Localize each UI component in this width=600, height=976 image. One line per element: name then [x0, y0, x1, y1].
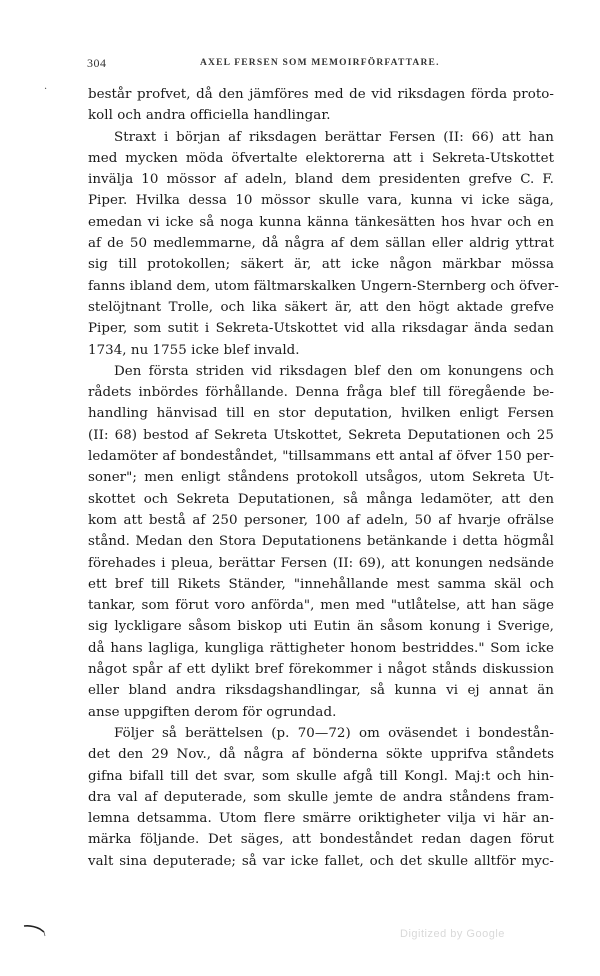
- running-head: AXEL FERSEN SOM MEMOIRFÖRFATTARE.: [200, 58, 440, 68]
- body-text: [88, 84, 559, 872]
- text-line: Den första striden vid riksdagen blef den om konungens och: [114, 363, 554, 379]
- text-line: märka följande. Det säges, att bondeståndet redan dagen förut: [88, 832, 554, 848]
- text-line: anse uppgiften derom för ogrundad.: [88, 704, 337, 720]
- text-line: (II: 68) bestod af Sekreta Utskottet, Sekreta Deputationen och 25: [88, 427, 554, 443]
- text-line: eller bland andra riksdagshandlingar, så kunna vi ej annat än: [88, 683, 554, 699]
- text-line: tankar, som förut voro anförda", men med "utlåtelse, att han säge: [88, 598, 554, 614]
- text-line: lemna detsamma. Utom flere smärre oriktigheter vilja vi här an-: [88, 811, 554, 827]
- text-line: Piper, som sutit i Sekreta-Utskottet vid alla riksdagar ända sedan: [88, 321, 554, 337]
- text-line: det den 29 Nov., då några af bönderna sökte upprifva ståndets: [88, 747, 554, 763]
- text-line: stånd. Medan den Stora Deputationens betänkande i detta högmål: [88, 534, 554, 550]
- text-line: soner"; men enligt ståndens protokoll utsågos, utom Sekreta Ut-: [88, 470, 554, 486]
- text-line: valt sina deputerade; så var icke fallet, och det skulle alltför myc-: [88, 853, 554, 869]
- text-line: Följer så berättelsen (p. 70—72) om oväsendet i bondestån-: [114, 725, 554, 741]
- text-line: sig till protokollen; säkert är, att icke någon märkbar mössa: [88, 257, 554, 273]
- text-line: sig lyckligare såsom biskop uti Eutin än såsom konung i Sverige,: [88, 619, 554, 635]
- text-line: kom att bestå af 250 personer, 100 af adeln, 50 af hvarje ofrälse: [88, 512, 554, 528]
- text-line: skottet och Sekreta Deputationen, så många ledamöter, att den: [88, 491, 554, 507]
- text-line: ett bref till Rikets Ständer, "innehållande mest samma skäl och: [88, 576, 554, 592]
- text-line: fanns ibland dem, utom fältmarskalken Ungern-Sternberg och öfver-: [88, 278, 559, 294]
- text-line: förehades i pleua, berättar Fersen (II: 69), att konungen nedsände: [88, 555, 554, 571]
- text-line: koll och andra officiella handlingar.: [88, 108, 331, 124]
- text-line: något spår af ett dylikt bref förekommer i något stånds diskussion: [88, 662, 554, 678]
- margin-pen-stroke-icon: [22, 922, 52, 938]
- page-number: 304: [87, 56, 107, 70]
- text-line: stelöjtnant Trolle, och lika säkert är, att den högt aktade grefve: [88, 299, 554, 315]
- text-line: rådets inbördes förhållande. Denna fråga blef till föregående be-: [88, 385, 554, 401]
- text-line: Straxt i början af riksdagen berättar Fersen (II: 66) att han: [114, 129, 554, 145]
- text-line: med mycken möda öfvertalte elektorerna att i Sekreta-Utskottet: [88, 150, 554, 166]
- text-line: handling hänvisad till en stor deputation, hvilken enligt Fersen: [88, 406, 554, 422]
- text-line: af de 50 medlemmarne, då några af dem sällan eller aldrig yttrat: [88, 236, 554, 252]
- text-line: ledamöter af bondeståndet, "tillsammans ett antal af öfver 150 per-: [88, 449, 554, 465]
- text-line: 1734, nu 1755 icke blef invald.: [88, 342, 300, 358]
- text-line: gifna bifall till det svar, som skulle afgå till Kongl. Maj:t och hin-: [88, 768, 554, 784]
- text-line: invälja 10 mössor af adeln, bland dem presidenten grefve C. F.: [88, 172, 554, 188]
- text-line: Piper. Hvilka dessa 10 mössor skulle vara, kunna vi icke säga,: [88, 193, 554, 209]
- text-line: består profvet, då den jämföres med de vid riksdagen förda proto-: [88, 87, 554, 102]
- watermark: Digitized by Google: [400, 928, 505, 940]
- text-line: dra val af deputerade, som skulle jemte de andra ståndens fram-: [88, 789, 554, 805]
- text-line: då hans lagliga, kungliga rättigheter honom bestriddes." Som icke: [88, 640, 554, 656]
- margin-dot: ·: [44, 84, 48, 95]
- text-line: emedan vi icke så noga kunna känna tänkesätten hos hvar och en: [88, 214, 554, 230]
